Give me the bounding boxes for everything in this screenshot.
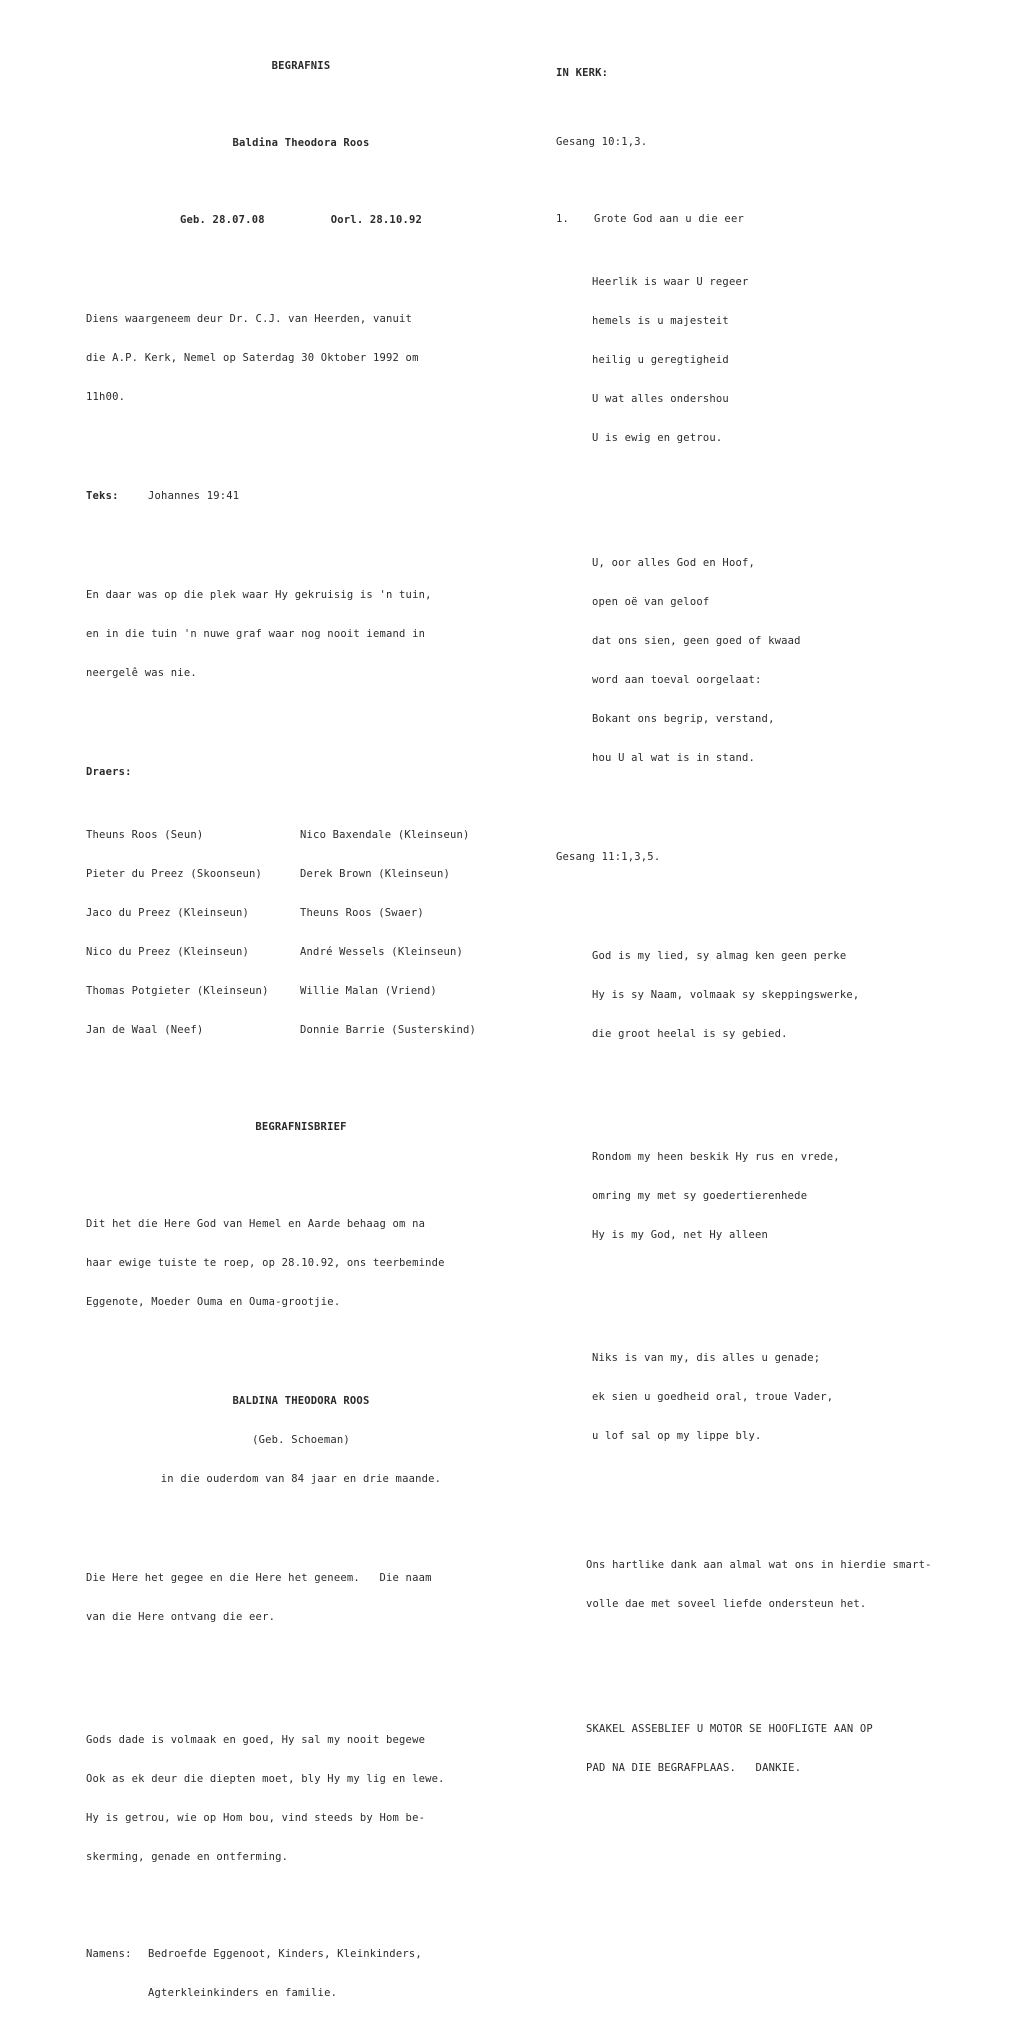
bearer-row <box>86 1023 516 1038</box>
hymn-line: U, oor alles God en Hoof, <box>592 557 756 569</box>
hymn-line: u lof sal op my lippe bly. <box>592 1430 762 1442</box>
thanks-line: volle dae met soveel liefde ondersteun het. <box>586 1598 867 1610</box>
deceased-name-caps: BALDINA THEODORA ROOS <box>232 1395 370 1407</box>
on-behalf-line: Bedroefde Eggenoot, Kinders, Kleinkinders, <box>148 1948 422 1960</box>
maiden-name: (Geb. Schoeman) <box>252 1434 350 1446</box>
bearer: Pieter du Preez (Skoonseun) <box>86 868 263 880</box>
hymn-line: Hy is sy Naam, volmaak sy skeppingswerke, <box>592 989 860 1001</box>
hymn-line: omring my met sy goedertierenhede <box>592 1190 808 1202</box>
hymn-line: hemels is u majesteit <box>592 315 729 327</box>
hymn-line: Niks is van my, dis alles u genade; <box>592 1352 821 1364</box>
quote-line: Hy is getrou, wie op Hom bou, vind steeds by Hom be- <box>86 1812 426 1824</box>
hymn-line: U is ewig en getrou. <box>592 432 723 444</box>
on-behalf-line: Agterkleinkinders en familie. <box>148 1987 338 1999</box>
bearer: Thomas Potgieter (Kleinseun) <box>86 985 269 997</box>
hymn2-verse1 <box>556 925 996 1066</box>
quote-paragraph <box>86 1547 516 1649</box>
bearer: Jaco du Preez (Kleinseun) <box>86 907 250 919</box>
verse-line: en in die tuin 'n nuwe graf waar nog nooit iemand in <box>86 628 426 640</box>
hymn-line: word aan toeval oorgelaat: <box>592 674 762 686</box>
hymn-line: Rondom my heen beskik Hy rus en vrede, <box>592 1151 840 1163</box>
text-label: Teks: <box>86 490 119 502</box>
bearer: Willie Malan (Vriend) <box>300 985 437 997</box>
birth-date: Geb. 28.07.08 <box>179 214 265 226</box>
death-date: Oorl. 28.10.92 <box>330 214 423 226</box>
hymn1-reference: Gesang 10:1,3. <box>556 136 648 148</box>
age-line: in die ouderdom van 84 jaar en drie maande. <box>160 1473 442 1485</box>
bearers-label: Draers: <box>86 766 132 778</box>
hymn-line: open oë van geloof <box>592 596 710 608</box>
quote-line: Ook as ek deur die diepten moet, bly Hy my lig en lewe. <box>86 1773 445 1785</box>
hymn-line: Bokant ons begrip, verstand, <box>592 713 775 725</box>
hymn-quote-paragraph <box>86 1709 516 1889</box>
thanks-line: Ons hartlike dank aan almal wat ons in hierdie smart- <box>586 1559 932 1571</box>
thanks-paragraph <box>556 1534 996 1636</box>
service-paragraph <box>86 288 516 429</box>
bearer-row <box>86 906 516 921</box>
notice-line: PAD NA DIE BEGRAFPLAAS. DANKIE. <box>586 1762 802 1774</box>
quote-line: Die Here het gegee en die Here het geneem. Die naam <box>86 1572 432 1584</box>
bearer: Nico Baxendale (Kleinseun) <box>300 829 470 841</box>
deceased-name: Baldina Theodora Roos <box>232 137 370 149</box>
headlights-notice <box>556 1698 996 1800</box>
text-row <box>86 489 516 504</box>
hymn-line: Grote God aan u die eer <box>594 213 744 225</box>
hymn2-reference: Gesang 11:1,3,5. <box>556 851 661 863</box>
hymn2-verse5 <box>556 1327 996 1468</box>
left-column <box>86 35 516 2025</box>
hymn-line: Hy is my God, net Hy alleen <box>592 1229 769 1241</box>
bearer-row <box>86 984 516 999</box>
on-behalf-label: Namens: <box>86 1948 132 1960</box>
funeral-heading: BEGRAFNIS <box>271 60 331 72</box>
notice-line: SKAKEL ASSEBLIEF U MOTOR SE HOOFLIGTE AAN OP <box>586 1723 873 1735</box>
hymn-line: U wat alles ondershou <box>592 393 729 405</box>
quote-line: Gods dade is volmaak en goed, Hy sal my nooit begewe <box>86 1734 426 1746</box>
hymn-line: Heerlik is waar U regeer <box>592 276 749 288</box>
letter-line: Eggenote, Moeder Ouma en Ouma-grootjie. <box>86 1296 341 1308</box>
scripture-verse <box>86 564 516 705</box>
hymn1-first-line <box>556 212 996 227</box>
quote-line: van die Here ontvang die eer. <box>86 1611 276 1623</box>
service-line: Diens waargeneem deur Dr. C.J. van Heerden, vanuit <box>86 313 413 325</box>
bearer: André Wessels (Kleinseun) <box>300 946 464 958</box>
dates-row <box>86 213 516 228</box>
letter-line: haar ewige tuiste te roep, op 28.10.92, ons teerbeminde <box>86 1257 445 1269</box>
on-behalf-row <box>86 1986 516 2001</box>
verse-line: En daar was op die plek waar Hy gekruisig is 'n tuin, <box>86 589 432 601</box>
hymn-line: hou U al wat is in stand. <box>592 752 756 764</box>
bearer: Jan de Waal (Neef) <box>86 1024 204 1036</box>
letter-heading: BEGRAFNISBRIEF <box>255 1121 347 1133</box>
hymn2-verse3 <box>556 1126 996 1267</box>
church-heading: IN KERK: <box>556 67 609 79</box>
bearer-row <box>86 828 516 843</box>
text-reference: Johannes 19:41 <box>148 490 240 502</box>
hymn-line: dat ons sien, geen goed of kwaad <box>592 635 801 647</box>
hymn-line: heilig u geregtigheid <box>592 354 729 366</box>
letter-line: Dit het die Here God van Hemel en Aarde behaag om na <box>86 1218 426 1230</box>
hymn-line: God is my lied, sy almag ken geen perke <box>592 950 847 962</box>
bearer: Nico du Preez (Kleinseun) <box>86 946 250 958</box>
bearer: Theuns Roos (Swaer) <box>300 907 424 919</box>
hymn1-number: 1. <box>556 213 570 225</box>
right-column <box>556 42 996 1824</box>
hymn-line: die groot heelal is sy gebied. <box>592 1028 788 1040</box>
bearers-list <box>86 804 516 1062</box>
hymn1-verse1 <box>556 251 996 470</box>
hymn-line: ek sien u goedheid oral, troue Vader, <box>592 1391 834 1403</box>
bearer: Donnie Barrie (Susterskind) <box>300 1024 477 1036</box>
verse-line: neergelê was nie. <box>86 667 197 679</box>
on-behalf-row <box>86 1947 516 1962</box>
bearer: Theuns Roos (Seun) <box>86 829 204 841</box>
bearer-row <box>86 945 516 960</box>
bearer-row <box>86 867 516 882</box>
letter-paragraph <box>86 1193 516 1334</box>
service-line: 11h00. <box>86 391 126 403</box>
hymn1-verse3 <box>556 532 996 790</box>
service-line: die A.P. Kerk, Nemel op Saterdag 30 Oktober 1992 om <box>86 352 419 364</box>
bearer: Derek Brown (Kleinseun) <box>300 868 450 880</box>
quote-line: skerming, genade en ontferming. <box>86 1851 289 1863</box>
